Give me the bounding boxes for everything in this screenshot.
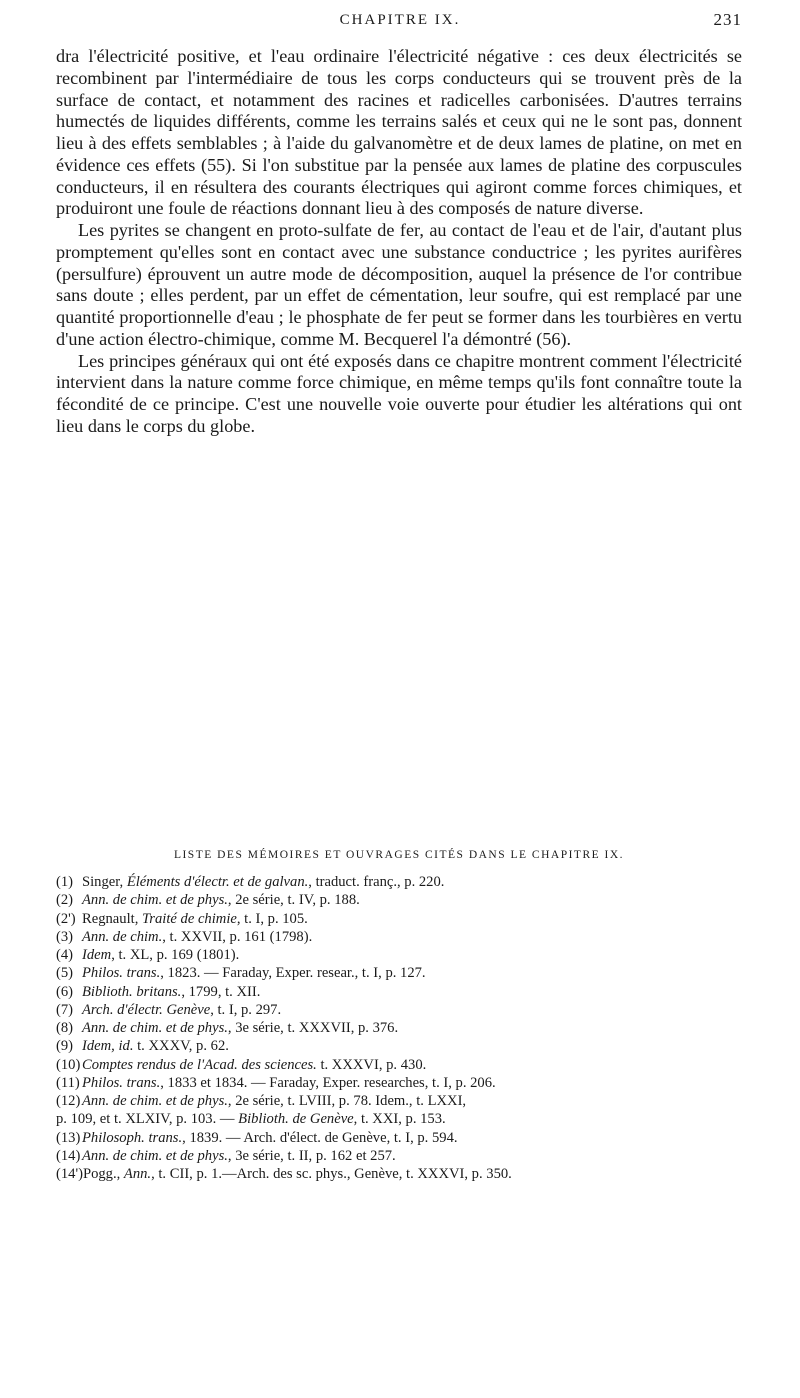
entry-title: Ann. de chim. et de phys. (82, 892, 228, 909)
entry-text: , 2e série, t. LVIII, p. 78. Idem., t. LXXI, (227, 1093, 467, 1109)
paragraph: Les pyrites se changent en proto-sulfate de fer, au contact de l'eau et de l'air, d'autant plus promptement qu'elles sont en contact avec une substance conductrice ; les pyrites aurifères (persulfure) éprouvent un autre mode de décomposition, auquel la présence de l'or contribue sans doute ; elles perdent, par un effet de cémentation, leur soufre, qui est remplacé par une quantité proportionnelle d'eau ; le phosphate de fer peut se former dans les tourbières en vertu d'une action électro-chimique, comme M. Becquerel l'a démontré (56). (56, 220, 742, 349)
page-header (0, 10, 800, 34)
bibliography-entry (56, 873, 746, 891)
paragraph: Les principes généraux qui ont été exposés dans ce chapitre montrent comment l'électricité intervient dans la nature comme force chimique, en même temps qu'ils font connaître toute la fécondité de ce principe. C'est une nouvelle voie ouverte pour étudier les altérations qui ont lieu dans le corps du globe. (56, 350, 742, 436)
entry-text: p. 109, et t. XLXIV, p. 103. — (56, 1111, 239, 1128)
entry-text: , 1823. — Faraday, Exper. resear., t. I, p. 127. (160, 965, 426, 982)
bibliography-entry (56, 1037, 746, 1055)
entry-title: Ann. de chim. et de phys. (82, 1093, 228, 1109)
entry-text: , 3e série, t. XXXVII, p. 376. (227, 1020, 399, 1036)
page-number: 231 (713, 10, 742, 29)
entry-number: (12) (56, 1093, 81, 1109)
entry-title: Philosoph. trans. (82, 1129, 183, 1146)
entry-number: (14') (56, 1166, 83, 1182)
entry-text: , 2e série, t. IV, p. 188. (227, 892, 360, 909)
entry-text: , 3e série, t. II, p. 162 et 257. (227, 1147, 396, 1164)
bibliography-entry (56, 1019, 746, 1037)
entry-text: Singer, (82, 874, 127, 890)
entry-number: (7) (56, 1001, 74, 1018)
entry-number: (13) (56, 1129, 81, 1146)
entry-number: (11) (56, 1074, 80, 1091)
entry-number: (14) (56, 1147, 81, 1164)
bibliography-entry (56, 891, 746, 909)
entry-text: t. XXXVI, p. 430. (316, 1056, 427, 1073)
bibliography-entry (56, 1165, 746, 1183)
entry-title: Ann. (123, 1166, 152, 1182)
entry-title: Philos. trans. (82, 1074, 161, 1091)
entry-title: Comptes rendus de l'Acad. des sciences. (82, 1056, 317, 1073)
entry-title: Biblioth. britans. (82, 983, 182, 1000)
entry-number: (8) (56, 1020, 74, 1036)
entry-title: Idem, id. (82, 1038, 134, 1055)
bibliography-entry (56, 1001, 746, 1019)
bibliography-entry (56, 1147, 746, 1165)
bibliography-entry (56, 964, 746, 982)
entry-title: Ann. de chim. (82, 928, 163, 945)
entry-title: Traité de chimie (142, 910, 237, 927)
entry-title: Éléments d'électr. et de galvan. (126, 874, 309, 890)
entry-number: (10) (56, 1056, 81, 1073)
bibliography-entry (56, 910, 746, 928)
entry-number: (3) (56, 928, 74, 945)
bibliography-entry (56, 946, 746, 964)
running-head: CHAPITRE IX. (339, 12, 461, 28)
entry-title: Arch. d'électr. Genève (82, 1001, 211, 1018)
entry-text: , 1799, t. XII. (181, 983, 261, 1000)
entry-text: , 1839. — Arch. d'élect. de Genève, t. I, p. 594. (182, 1129, 458, 1146)
bibliography-list (56, 873, 746, 1183)
entry-text: , 1833 et 1834. — Faraday, Exper. researches, t. I, p. 206. (160, 1074, 496, 1091)
entry-number: (1) (56, 874, 74, 890)
entry-text: , t. XXI, p. 153. (353, 1111, 446, 1128)
entry-title: Philos. trans. (82, 965, 161, 982)
entry-number: (2) (56, 892, 74, 909)
bibliography-title: LISTE DES MÉMOIRES ET OUVRAGES CITÉS DANS LE CHAPITRE IX. (173, 849, 625, 861)
entry-number: (6) (56, 983, 74, 1000)
bibliography-entry (56, 983, 746, 1001)
bibliography-entry (56, 1129, 746, 1147)
entry-number: (4) (56, 947, 74, 963)
entry-title: Biblioth. de Genève (238, 1111, 354, 1128)
entry-text: Regnault, (82, 910, 142, 927)
entry-text: , t. I, p. 297. (210, 1001, 282, 1018)
bibliography-entry (56, 1074, 746, 1092)
entry-title: Ann. de chim. et de phys. (82, 1020, 228, 1036)
entry-number: (9) (56, 1038, 74, 1055)
entry-text: , t. XL, p. 169 (1801). (111, 947, 240, 963)
entry-text: , t. I, p. 105. (236, 910, 308, 927)
entry-text: t. XXXV, p. 62. (133, 1038, 229, 1055)
entry-title: Ann. de chim. et de phys. (82, 1147, 228, 1164)
entry-title: Idem (82, 947, 112, 963)
bibliography-entry (56, 928, 746, 946)
bibliography-entry (56, 1092, 746, 1110)
entry-text: , traduct. franç., p. 220. (308, 874, 445, 890)
entry-text: , t. XXVII, p. 161 (1798). (162, 928, 313, 945)
paragraph: dra l'électricité positive, et l'eau ordinaire l'électricité négative : ces deux électricités se recombinent par l'intermédiaire de tous les corps conducteurs qui se trouvent près de la surface de contact, et notamment des racines et radicelles carbonisées. D'autres terrains humectés de liquides différents, comme les terrains salés et ceux qui ne le sont pas, donnent lieu à des effets semblables ; à l'aide du galvanomètre et de deux lames de platine, on met en évidence ces effets (55). Si l'on substitue par la pensée aux lames de platine des corpuscules conducteurs, il en résultera des courants électriques qui agiront comme forces chimiques, et produiront une foule de réactions donnant lieu à des composés de nature diverse. (56, 46, 742, 219)
entry-text: , t. CII, p. 1.—Arch. des sc. phys., Genève, t. XXXVI, p. 350. (151, 1166, 512, 1182)
bibliography-entry (56, 1056, 746, 1074)
bibliography-entry-continuation (56, 1110, 746, 1128)
entry-number: (5) (56, 965, 74, 982)
body-text (56, 46, 742, 438)
entry-text: Pogg., (82, 1166, 124, 1182)
entry-number: (2') (56, 910, 76, 927)
